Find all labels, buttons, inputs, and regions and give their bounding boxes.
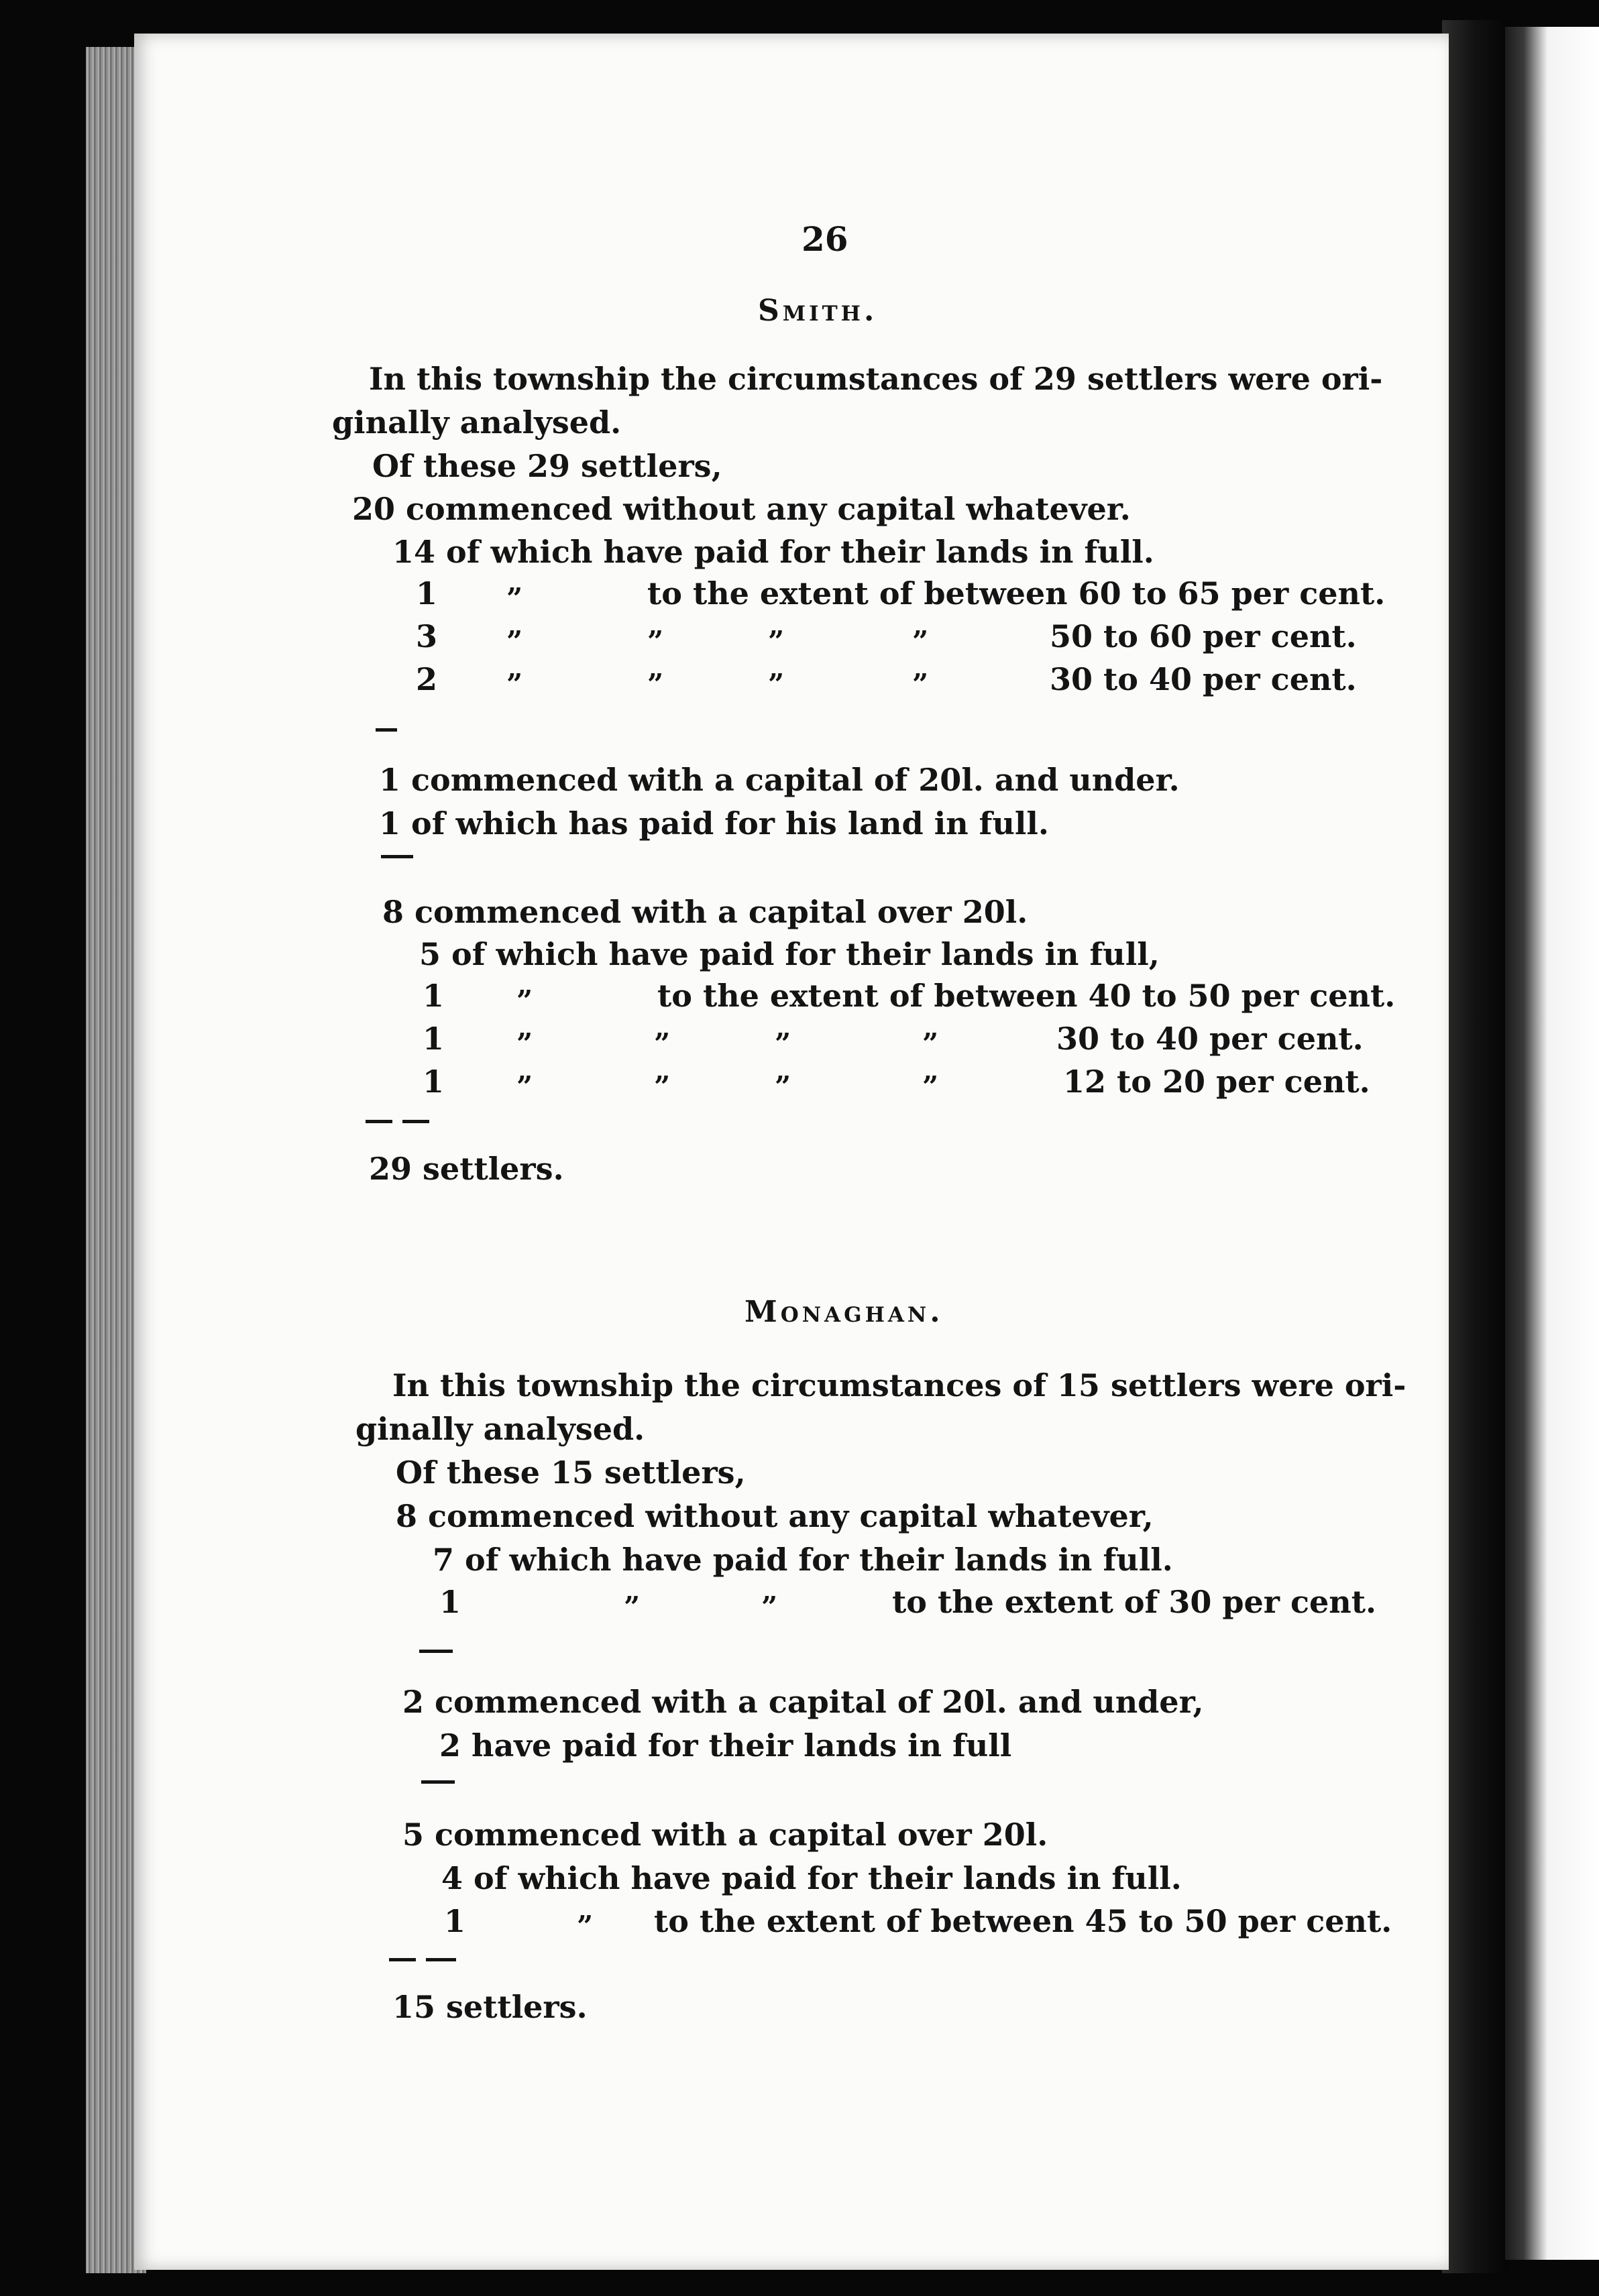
ditto-mark: ” bbox=[624, 1591, 641, 1623]
ditto-mark: ” bbox=[647, 668, 664, 701]
smith-total: 29 settlers. bbox=[369, 1151, 564, 1187]
divider-rule bbox=[366, 1120, 392, 1123]
ditto-mark: ” bbox=[922, 1027, 939, 1060]
monaghan-paid-full: 7 of which have paid for their lands in full. bbox=[433, 1542, 1173, 1578]
book-gutter bbox=[1442, 20, 1509, 2273]
smith-row1-count: 1 bbox=[416, 575, 438, 612]
smith-row3-range: 30 to 40 per cent. bbox=[1050, 661, 1357, 697]
monaghan-small-capital: 2 commenced with a capital of 20l. and under, bbox=[402, 1684, 1204, 1720]
divider-rule bbox=[376, 728, 397, 732]
smith-intro-line-1: In this township the circumstances of 29 settlers were ori- bbox=[369, 361, 1383, 397]
smith-small-paid: 1 of which has paid for his land in full. bbox=[379, 805, 1049, 842]
ditto-mark: ” bbox=[761, 1591, 778, 1623]
smith-lrow1-text: to the extent of between 40 to 50 per cent. bbox=[657, 978, 1396, 1014]
ditto-mark: ” bbox=[912, 625, 929, 658]
monaghan-row1-text: to the extent of 30 per cent. bbox=[892, 1584, 1377, 1620]
ditto-mark: ” bbox=[647, 625, 664, 658]
ditto-mark: ” bbox=[922, 1070, 939, 1103]
smith-lrow2-count: 1 bbox=[423, 1021, 445, 1057]
monaghan-row1-count: 1 bbox=[439, 1584, 461, 1620]
section-heading-monaghan: Monaghan. bbox=[745, 1295, 944, 1329]
ditto-mark: ” bbox=[912, 668, 929, 701]
smith-row2-count: 3 bbox=[416, 618, 438, 654]
ditto-mark: ” bbox=[775, 1027, 791, 1060]
divider-rule bbox=[421, 1780, 455, 1784]
divider-rule bbox=[426, 1958, 456, 1961]
monaghan-intro-line-1: In this township the circumstances of 15 settlers were ori- bbox=[392, 1367, 1407, 1403]
ditto-mark: ” bbox=[775, 1070, 791, 1103]
monaghan-small-paid: 2 have paid for their lands in full bbox=[439, 1727, 1012, 1764]
smith-of-these: Of these 29 settlers, bbox=[372, 448, 722, 484]
ditto-mark: ” bbox=[506, 625, 523, 658]
smith-small-capital: 1 commenced with a capital of 20l. and under. bbox=[379, 762, 1180, 798]
monaghan-of-these: Of these 15 settlers, bbox=[396, 1454, 746, 1491]
book-page bbox=[134, 34, 1449, 2270]
smith-row3-count: 2 bbox=[416, 661, 438, 697]
smith-large-capital: 8 commenced with a capital over 20l. bbox=[382, 894, 1028, 930]
divider-rule bbox=[381, 855, 413, 858]
monaghan-lrow1-text: to the extent of between 45 to 50 per cent. bbox=[654, 1903, 1392, 1939]
smith-lrow3-count: 1 bbox=[423, 1064, 445, 1100]
smith-lrow3-range: 12 to 20 per cent. bbox=[1063, 1064, 1370, 1100]
smith-paid-full: 14 of which have paid for their lands in full. bbox=[392, 534, 1154, 570]
ditto-mark: ” bbox=[506, 582, 523, 615]
ditto-mark: ” bbox=[516, 1070, 533, 1103]
divider-rule bbox=[419, 1650, 453, 1653]
smith-no-capital: 20 commenced without any capital whatever. bbox=[352, 491, 1131, 527]
ditto-mark: ” bbox=[768, 668, 785, 701]
monaghan-intro-line-2: ginally analysed. bbox=[355, 1411, 645, 1447]
monaghan-total: 15 settlers. bbox=[392, 1989, 588, 2025]
adjacent-page-edge bbox=[1505, 27, 1599, 2260]
monaghan-lrow1-count: 1 bbox=[444, 1903, 466, 1939]
smith-lrow2-range: 30 to 40 per cent. bbox=[1056, 1021, 1364, 1057]
monaghan-large-paid: 4 of which have paid for their lands in full. bbox=[441, 1860, 1182, 1896]
monaghan-no-capital: 8 commenced without any capital whatever, bbox=[396, 1498, 1154, 1534]
smith-intro-line-2: ginally analysed. bbox=[332, 404, 622, 441]
ditto-mark: ” bbox=[516, 1027, 533, 1060]
smith-row1-text: to the extent of between 60 to 65 per cent. bbox=[647, 575, 1386, 612]
monaghan-large-capital: 5 commenced with a capital over 20l. bbox=[402, 1817, 1048, 1853]
smith-row2-range: 50 to 60 per cent. bbox=[1050, 618, 1357, 654]
ditto-mark: ” bbox=[516, 984, 533, 1017]
ditto-mark: ” bbox=[654, 1027, 671, 1060]
divider-rule bbox=[402, 1120, 429, 1123]
ditto-mark: ” bbox=[768, 625, 785, 658]
ditto-mark: ” bbox=[654, 1070, 671, 1103]
smith-lrow1-count: 1 bbox=[423, 978, 445, 1014]
divider-rule bbox=[389, 1958, 416, 1961]
section-heading-smith: Smith. bbox=[758, 294, 878, 328]
ditto-mark: ” bbox=[577, 1910, 594, 1943]
page-number: 26 bbox=[802, 219, 848, 259]
ditto-mark: ” bbox=[506, 668, 523, 701]
smith-large-paid: 5 of which have paid for their lands in full, bbox=[419, 936, 1160, 972]
